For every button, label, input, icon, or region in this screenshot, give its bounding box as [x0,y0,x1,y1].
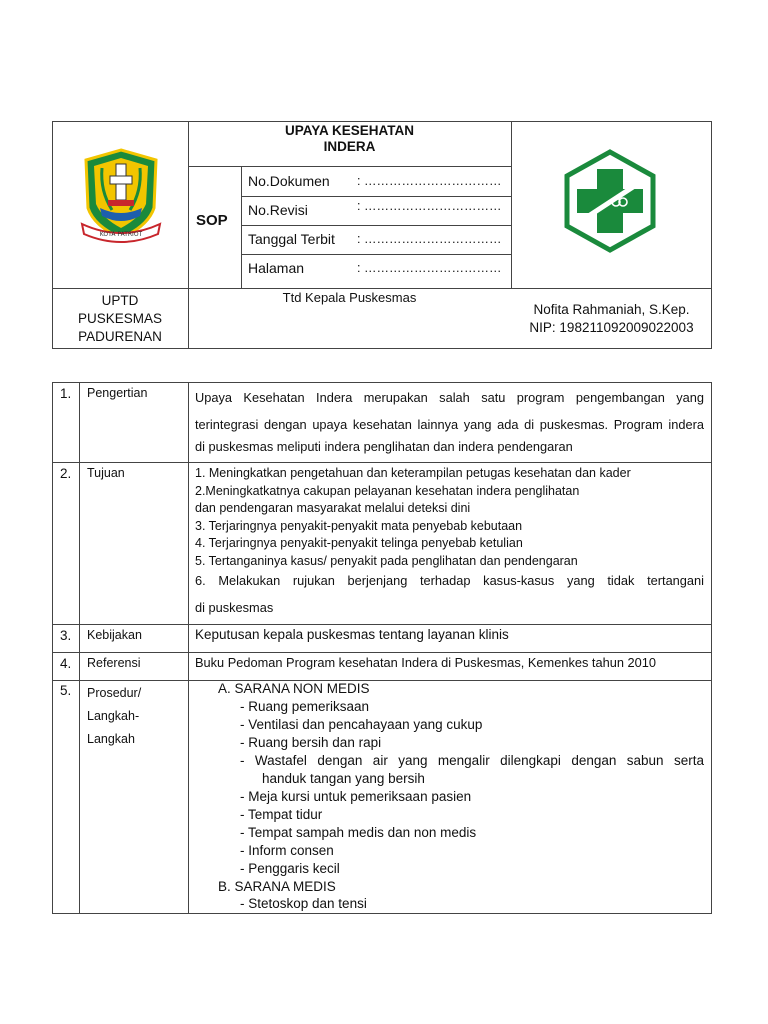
label-line: Langkah- [87,709,140,723]
text-line: dan pendengaran masyarakat melalui deteksi dini [195,501,471,516]
puskesmas-logo [563,149,657,253]
kebijakan-text: Keputusan kepala puskesmas tentang layanan klinis [195,627,509,642]
sop-label: SOP [196,212,228,229]
list-item: - Wastafel dengan air yang mengalir dilengkapi dengan sabun serta [240,753,704,768]
label-line: Langkah [87,732,135,746]
divider [241,166,242,288]
list-item: - Tempat sampah medis dan non medis [240,825,477,840]
text-line: 6. Melakukan rujukan berjenjang terhadap kasus-kasus yang tidak tertangani [195,573,704,588]
field-value-halaman: : …………………………… [357,261,502,275]
text-line: 1. Meningkatkan pengetahuan dan keterampilan petugas kesehatan dan kader [195,466,631,480]
list-item-continuation: handuk tangan yang bersih [262,771,425,786]
head-name: Nofita Rahmaniah, S.Kep. [533,302,690,317]
signature-label: Ttd Kepala Puskesmas [282,290,417,305]
divider [52,680,712,681]
list-item: - Penggaris kecil [240,861,340,876]
field-value-no-dokumen: : …………………………… [357,174,502,188]
divider [52,462,712,463]
org-line: PADURENAN [78,329,162,344]
row-label-prosedur [87,682,141,751]
divider [188,121,189,349]
row-label-tujuan: Tujuan [87,466,125,480]
field-label-no-dokumen: No.Dokumen [248,173,330,189]
row-label-kebijakan: Kebijakan [87,628,142,642]
divider [52,652,712,653]
pengertian-text [195,384,704,438]
row-number: 3. [60,628,72,643]
text-line: 3. Terjaringnya penyakit-penyakit mata penyebab kebutaan [195,518,523,533]
text-line: Upaya Kesehatan Indera merupakan salah satu program pengembangan yang [195,390,704,405]
section-heading-medis: B. SARANA MEDIS [218,879,336,894]
divider [188,166,511,167]
head-of-puskesmas [511,301,712,337]
org-line: UPTD [101,293,139,308]
text-line: di puskesmas meliputi indera penglihatan dan indera pendengaran [195,439,573,454]
divider [241,254,511,255]
list-item: - Tempat tidur [240,807,323,822]
row-number: 4. [60,656,72,671]
emblem-motto-text: KOTA PATRIOT [99,231,143,238]
list-item: - Stetoskop dan tensi [240,896,367,911]
referensi-text: Buku Pedoman Program kesehatan Indera di Puskesmas, Kemenkes tahun 2010 [195,655,656,670]
divider [241,225,511,226]
text-line: 2.Meningkatkatnya cakupan pelayanan kesehatan indera penglihatan [195,483,580,498]
divider [52,288,712,289]
field-label-tanggal-terbit: Tanggal Terbit [248,231,335,247]
row-number: 5. [60,683,72,698]
list-item: - Ruang pemeriksaan [240,699,370,714]
row-number: 2. [60,466,72,481]
text-line: 5. Tertanganinya kasus/ penyakit pada penglihatan dan pendengaran [195,553,578,568]
divider [511,121,512,288]
list-item: - Inform consen [240,843,334,858]
section-heading-non-medis: A. SARANA NON MEDIS [218,681,370,696]
title-line: UPAYA KESEHATAN [284,123,415,138]
city-emblem-logo [78,146,164,246]
divider [241,196,511,197]
document-title [188,123,511,155]
list-item: - Ruang bersih dan rapi [240,735,382,750]
field-value-tanggal-terbit: : …………………………… [357,232,502,246]
organization-name [52,292,188,346]
label-line: Prosedur/ [87,686,142,700]
list-item: - Ventilasi dan pencahayaan yang cukup [240,717,483,732]
text-line: terintegrasi dengan upaya kesehatan lainnya yang ada di puskesmas. Program indera [195,417,704,432]
list-item: - Meja kursi untuk pemeriksaan pasien [240,789,472,804]
field-label-halaman: Halaman [248,260,305,276]
divider [52,624,712,625]
field-value-no-revisi: : …………………………… [357,199,502,213]
field-label-no-revisi: No.Revisi [248,202,308,218]
row-label-referensi: Referensi [87,656,141,670]
row-number: 1. [60,386,72,401]
row-label-pengertian: Pengertian [87,386,148,400]
title-line: INDERA [323,139,376,154]
head-nip: NIP: 198211092009022003 [529,320,694,335]
org-line: PUSKESMAS [77,311,163,326]
text-line: di puskesmas [195,600,274,615]
text-line: 4. Terjaringnya penyakit-penyakit telinga penyebab ketulian [195,536,523,551]
tujuan-list [195,465,631,571]
